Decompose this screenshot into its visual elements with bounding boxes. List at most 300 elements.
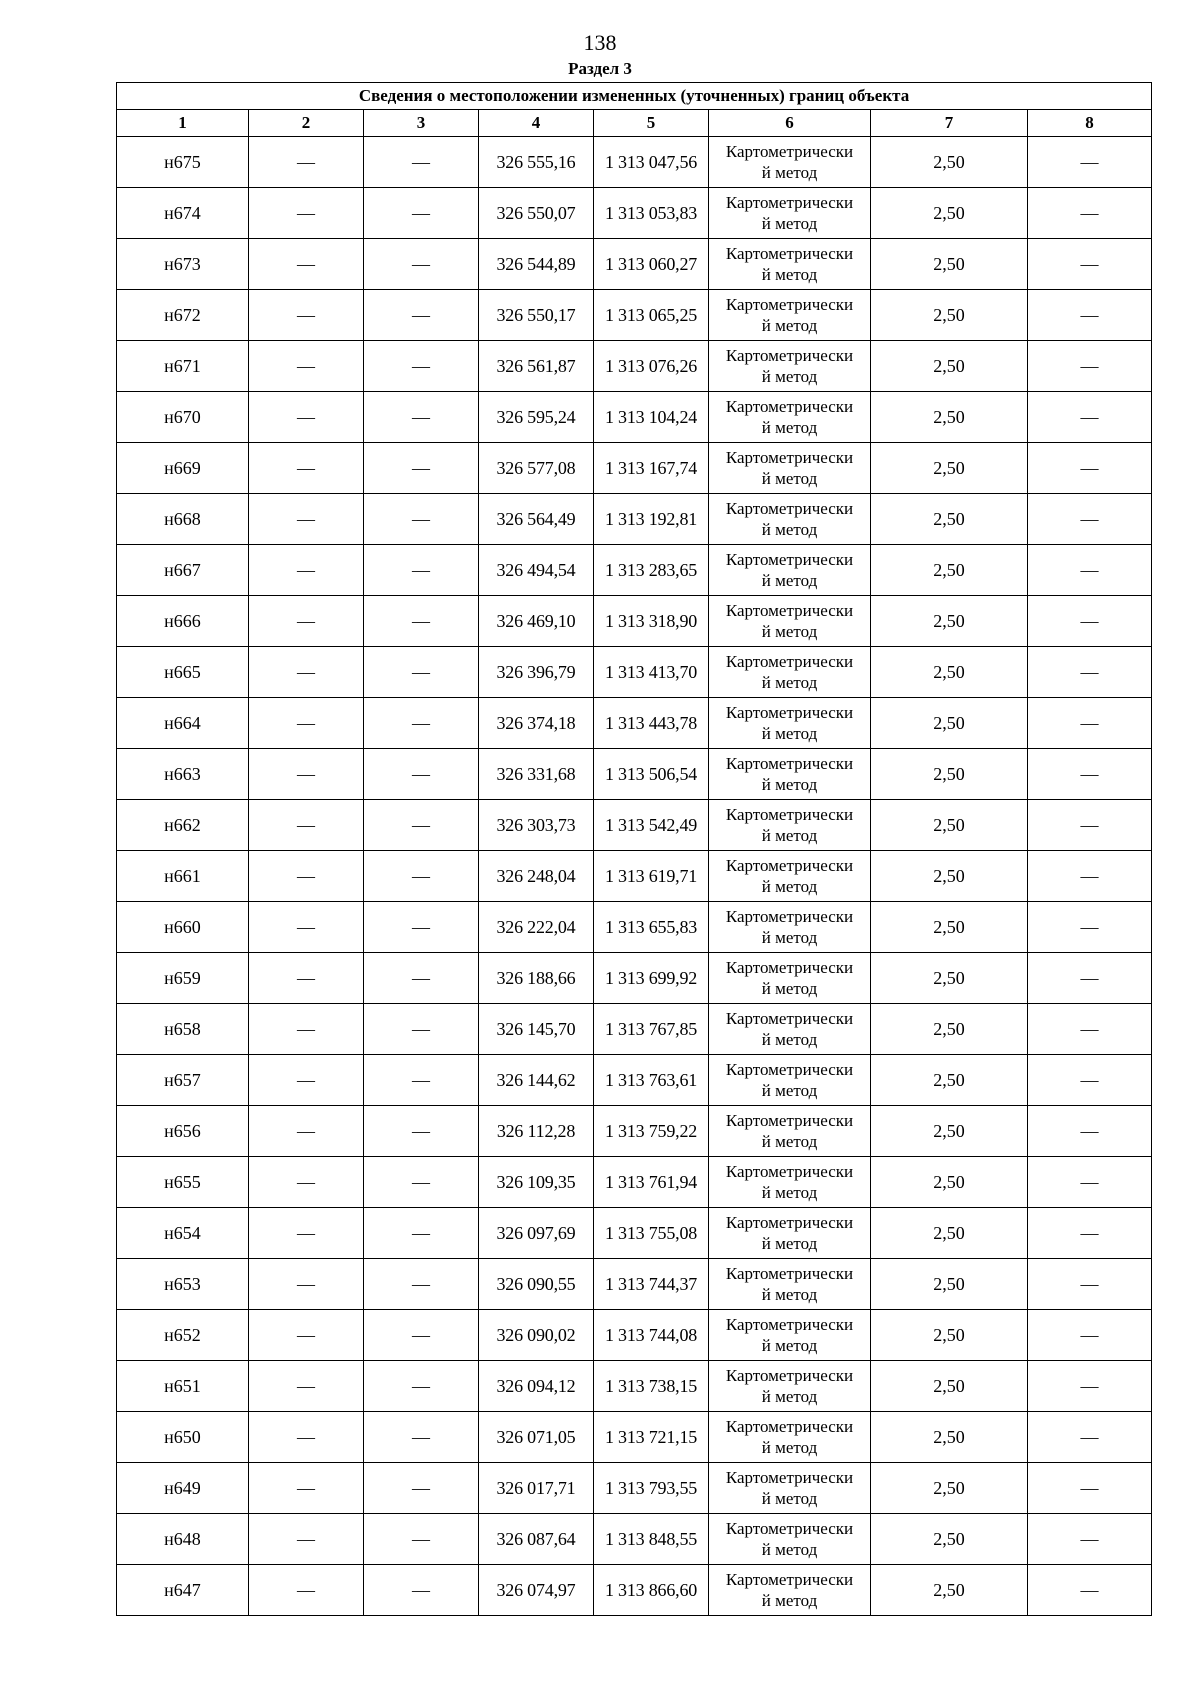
empty-value-cell: — [1028, 698, 1152, 749]
empty-value-cell: — [364, 749, 479, 800]
method-text-line: й метод [761, 928, 818, 947]
method-cell [709, 1412, 871, 1463]
point-name-cell: н651 [117, 1361, 249, 1412]
method-text-line: Картометрически [725, 1315, 854, 1334]
accuracy-cell: 2,50 [871, 596, 1028, 647]
method-cell [709, 698, 871, 749]
point-name-cell: н671 [117, 341, 249, 392]
x-coordinate-cell: 326 144,62 [479, 1055, 594, 1106]
empty-value-cell: — [249, 1463, 364, 1514]
y-coordinate-cell: 1 313 443,78 [594, 698, 709, 749]
method-text-line: Картометрически [725, 1111, 854, 1130]
empty-value-cell: — [1028, 1055, 1152, 1106]
accuracy-cell: 2,50 [871, 494, 1028, 545]
method-text-line: Картометрически [725, 1162, 854, 1181]
empty-value-cell: — [364, 1565, 479, 1616]
empty-value-cell: — [364, 392, 479, 443]
table-row [117, 392, 1152, 443]
method-text-line: й метод [761, 673, 818, 692]
x-coordinate-cell: 326 374,18 [479, 698, 594, 749]
accuracy-cell: 2,50 [871, 1412, 1028, 1463]
empty-value-cell: — [364, 800, 479, 851]
method-text-line: й метод [761, 367, 818, 386]
method-text-line: й метод [761, 1489, 818, 1508]
empty-value-cell: — [364, 443, 479, 494]
empty-value-cell: — [364, 1106, 479, 1157]
method-text-line: й метод [761, 1591, 818, 1610]
table-row [117, 1106, 1152, 1157]
method-text-line: Картометрически [725, 856, 854, 875]
empty-value-cell: — [1028, 1412, 1152, 1463]
method-text-line: Картометрически [725, 1468, 854, 1487]
y-coordinate-cell: 1 313 192,81 [594, 494, 709, 545]
method-cell [709, 188, 871, 239]
empty-value-cell: — [249, 953, 364, 1004]
empty-value-cell: — [364, 1259, 479, 1310]
empty-value-cell: — [1028, 1157, 1152, 1208]
y-coordinate-cell: 1 313 793,55 [594, 1463, 709, 1514]
empty-value-cell: — [249, 1208, 364, 1259]
method-cell [709, 800, 871, 851]
column-header: 7 [871, 110, 1028, 137]
x-coordinate-cell: 326 331,68 [479, 749, 594, 800]
empty-value-cell: — [1028, 392, 1152, 443]
point-name-cell: н657 [117, 1055, 249, 1106]
empty-value-cell: — [249, 698, 364, 749]
empty-value-cell: — [364, 596, 479, 647]
empty-value-cell: — [364, 1157, 479, 1208]
method-text-line: й метод [761, 826, 818, 845]
empty-value-cell: — [1028, 494, 1152, 545]
empty-value-cell: — [249, 749, 364, 800]
method-text-line: й метод [761, 418, 818, 437]
empty-value-cell: — [1028, 749, 1152, 800]
empty-value-cell: — [249, 392, 364, 443]
x-coordinate-cell: 326 074,97 [479, 1565, 594, 1616]
method-text-line: й метод [761, 1030, 818, 1049]
y-coordinate-cell: 1 313 542,49 [594, 800, 709, 851]
empty-value-cell: — [364, 953, 479, 1004]
empty-value-cell: — [364, 1310, 479, 1361]
x-coordinate-cell: 326 550,17 [479, 290, 594, 341]
empty-value-cell: — [1028, 1565, 1152, 1616]
y-coordinate-cell: 1 313 104,24 [594, 392, 709, 443]
point-name-cell: н665 [117, 647, 249, 698]
method-text-line: Картометрически [725, 142, 854, 161]
method-text-line: Картометрически [725, 295, 854, 314]
x-coordinate-cell: 326 396,79 [479, 647, 594, 698]
method-text-line: Картометрически [725, 346, 854, 365]
empty-value-cell: — [249, 1565, 364, 1616]
column-header: 8 [1028, 110, 1152, 137]
y-coordinate-cell: 1 313 744,37 [594, 1259, 709, 1310]
x-coordinate-cell: 326 071,05 [479, 1412, 594, 1463]
point-name-cell: н664 [117, 698, 249, 749]
empty-value-cell: — [249, 902, 364, 953]
column-header: 2 [249, 110, 364, 137]
empty-value-cell: — [1028, 647, 1152, 698]
table-row [117, 290, 1152, 341]
point-name-cell: н669 [117, 443, 249, 494]
method-text-line: й метод [761, 1234, 818, 1253]
table-row [117, 749, 1152, 800]
empty-value-cell: — [1028, 545, 1152, 596]
method-text-line: Картометрически [725, 1009, 854, 1028]
table-row [117, 596, 1152, 647]
empty-value-cell: — [249, 188, 364, 239]
method-cell [709, 902, 871, 953]
accuracy-cell: 2,50 [871, 1055, 1028, 1106]
table-row [117, 341, 1152, 392]
method-cell [709, 443, 871, 494]
x-coordinate-cell: 326 561,87 [479, 341, 594, 392]
empty-value-cell: — [249, 1106, 364, 1157]
point-name-cell: н649 [117, 1463, 249, 1514]
empty-value-cell: — [364, 239, 479, 290]
method-text-line: й метод [761, 622, 818, 641]
x-coordinate-cell: 326 097,69 [479, 1208, 594, 1259]
method-text-line: Картометрически [725, 193, 854, 212]
method-text-line: Картометрически [725, 601, 854, 620]
point-name-cell: н659 [117, 953, 249, 1004]
point-name-cell: н666 [117, 596, 249, 647]
method-text-line: й метод [761, 877, 818, 896]
y-coordinate-cell: 1 313 738,15 [594, 1361, 709, 1412]
empty-value-cell: — [1028, 1361, 1152, 1412]
table-caption: Сведения о местоположении измененных (уточненных) границ объекта [117, 83, 1152, 110]
x-coordinate-cell: 326 017,71 [479, 1463, 594, 1514]
method-text-line: й метод [761, 316, 818, 335]
method-cell [709, 851, 871, 902]
point-name-cell: н667 [117, 545, 249, 596]
table-row [117, 902, 1152, 953]
method-cell [709, 1310, 871, 1361]
empty-value-cell: — [364, 341, 479, 392]
empty-value-cell: — [364, 698, 479, 749]
empty-value-cell: — [249, 1514, 364, 1565]
empty-value-cell: — [364, 902, 479, 953]
empty-value-cell: — [364, 1514, 479, 1565]
method-cell [709, 1463, 871, 1514]
empty-value-cell: — [1028, 290, 1152, 341]
method-text-line: Картометрически [725, 805, 854, 824]
method-text-line: й метод [761, 571, 818, 590]
table-row [117, 1412, 1152, 1463]
empty-value-cell: — [249, 1412, 364, 1463]
empty-value-cell: — [249, 596, 364, 647]
empty-value-cell: — [249, 494, 364, 545]
empty-value-cell: — [364, 647, 479, 698]
table-row [117, 1565, 1152, 1616]
point-name-cell: н674 [117, 188, 249, 239]
method-text-line: й метод [761, 775, 818, 794]
x-coordinate-cell: 326 303,73 [479, 800, 594, 851]
table-row [117, 188, 1152, 239]
table-row [117, 545, 1152, 596]
empty-value-cell: — [1028, 341, 1152, 392]
table-row [117, 647, 1152, 698]
x-coordinate-cell: 326 564,49 [479, 494, 594, 545]
accuracy-cell: 2,50 [871, 137, 1028, 188]
method-text-line: й метод [761, 1336, 818, 1355]
accuracy-cell: 2,50 [871, 188, 1028, 239]
method-text-line: й метод [761, 1387, 818, 1406]
y-coordinate-cell: 1 313 053,83 [594, 188, 709, 239]
table-row [117, 800, 1152, 851]
empty-value-cell: — [1028, 188, 1152, 239]
point-name-cell: н647 [117, 1565, 249, 1616]
section-title: Раздел 3 [568, 59, 632, 78]
point-name-cell: н652 [117, 1310, 249, 1361]
point-name-cell: н661 [117, 851, 249, 902]
method-text-line: Картометрически [725, 550, 854, 569]
column-header: 1 [117, 110, 249, 137]
x-coordinate-cell: 326 090,55 [479, 1259, 594, 1310]
method-text-line: Картометрически [725, 907, 854, 926]
x-coordinate-cell: 326 109,35 [479, 1157, 594, 1208]
y-coordinate-cell: 1 313 065,25 [594, 290, 709, 341]
method-text-line: Картометрически [725, 1264, 854, 1283]
x-coordinate-cell: 326 494,54 [479, 545, 594, 596]
x-coordinate-cell: 326 544,89 [479, 239, 594, 290]
table-body [117, 137, 1152, 1616]
method-text-line: Картометрически [725, 244, 854, 263]
empty-value-cell: — [249, 1361, 364, 1412]
column-header: 4 [479, 110, 594, 137]
column-number-row [117, 110, 1152, 137]
y-coordinate-cell: 1 313 759,22 [594, 1106, 709, 1157]
empty-value-cell: — [364, 494, 479, 545]
method-cell [709, 392, 871, 443]
y-coordinate-cell: 1 313 721,15 [594, 1412, 709, 1463]
empty-value-cell: — [364, 1055, 479, 1106]
accuracy-cell: 2,50 [871, 545, 1028, 596]
method-text-line: Картометрически [725, 1519, 854, 1538]
empty-value-cell: — [249, 851, 364, 902]
empty-value-cell: — [1028, 953, 1152, 1004]
accuracy-cell: 2,50 [871, 1208, 1028, 1259]
accuracy-cell: 2,50 [871, 800, 1028, 851]
x-coordinate-cell: 326 222,04 [479, 902, 594, 953]
empty-value-cell: — [249, 1157, 364, 1208]
point-name-cell: н663 [117, 749, 249, 800]
x-coordinate-cell: 326 550,07 [479, 188, 594, 239]
y-coordinate-cell: 1 313 047,56 [594, 137, 709, 188]
y-coordinate-cell: 1 313 767,85 [594, 1004, 709, 1055]
method-text-line: Картометрически [725, 652, 854, 671]
method-text-line: й метод [761, 1081, 818, 1100]
empty-value-cell: — [249, 137, 364, 188]
table-row [117, 1514, 1152, 1565]
method-text-line: й метод [761, 163, 818, 182]
empty-value-cell: — [364, 137, 479, 188]
method-cell [709, 239, 871, 290]
table-row [117, 1361, 1152, 1412]
table-row [117, 443, 1152, 494]
accuracy-cell: 2,50 [871, 698, 1028, 749]
method-text-line: й метод [761, 1540, 818, 1559]
method-cell [709, 1565, 871, 1616]
empty-value-cell: — [364, 290, 479, 341]
point-name-cell: н675 [117, 137, 249, 188]
point-name-cell: н658 [117, 1004, 249, 1055]
column-header: 5 [594, 110, 709, 137]
method-cell [709, 290, 871, 341]
accuracy-cell: 2,50 [871, 290, 1028, 341]
column-header: 3 [364, 110, 479, 137]
method-text-line: й метод [761, 214, 818, 233]
method-cell [709, 341, 871, 392]
empty-value-cell: — [364, 1463, 479, 1514]
point-name-cell: н654 [117, 1208, 249, 1259]
method-text-line: й метод [761, 979, 818, 998]
table-row [117, 1259, 1152, 1310]
x-coordinate-cell: 326 469,10 [479, 596, 594, 647]
point-name-cell: н656 [117, 1106, 249, 1157]
method-cell [709, 647, 871, 698]
empty-value-cell: — [249, 1259, 364, 1310]
method-cell [709, 596, 871, 647]
y-coordinate-cell: 1 313 755,08 [594, 1208, 709, 1259]
table-row [117, 239, 1152, 290]
method-text-line: Картометрически [725, 1570, 854, 1589]
accuracy-cell: 2,50 [871, 1157, 1028, 1208]
empty-value-cell: — [1028, 596, 1152, 647]
empty-value-cell: — [364, 188, 479, 239]
accuracy-cell: 2,50 [871, 392, 1028, 443]
empty-value-cell: — [1028, 1106, 1152, 1157]
empty-value-cell: — [364, 1361, 479, 1412]
x-coordinate-cell: 326 595,24 [479, 392, 594, 443]
empty-value-cell: — [249, 800, 364, 851]
method-cell [709, 1361, 871, 1412]
y-coordinate-cell: 1 313 167,74 [594, 443, 709, 494]
point-name-cell: н653 [117, 1259, 249, 1310]
x-coordinate-cell: 326 248,04 [479, 851, 594, 902]
y-coordinate-cell: 1 313 318,90 [594, 596, 709, 647]
method-text-line: Картометрически [725, 1366, 854, 1385]
empty-value-cell: — [1028, 800, 1152, 851]
accuracy-cell: 2,50 [871, 1565, 1028, 1616]
empty-value-cell: — [1028, 1514, 1152, 1565]
empty-value-cell: — [249, 1310, 364, 1361]
method-text-line: Картометрически [725, 754, 854, 773]
y-coordinate-cell: 1 313 413,70 [594, 647, 709, 698]
empty-value-cell: — [249, 545, 364, 596]
accuracy-cell: 2,50 [871, 1361, 1028, 1412]
empty-value-cell: — [1028, 1310, 1152, 1361]
y-coordinate-cell: 1 313 655,83 [594, 902, 709, 953]
y-coordinate-cell: 1 313 506,54 [594, 749, 709, 800]
table-row [117, 1310, 1152, 1361]
point-name-cell: н650 [117, 1412, 249, 1463]
method-text-line: Картометрически [725, 703, 854, 722]
empty-value-cell: — [1028, 1259, 1152, 1310]
method-cell [709, 1157, 871, 1208]
table-row [117, 494, 1152, 545]
method-text-line: й метод [761, 1132, 818, 1151]
method-cell [709, 137, 871, 188]
table-row [117, 1157, 1152, 1208]
method-text-line: Картометрически [725, 958, 854, 977]
x-coordinate-cell: 326 094,12 [479, 1361, 594, 1412]
y-coordinate-cell: 1 313 848,55 [594, 1514, 709, 1565]
accuracy-cell: 2,50 [871, 749, 1028, 800]
x-coordinate-cell: 326 090,02 [479, 1310, 594, 1361]
x-coordinate-cell: 326 112,28 [479, 1106, 594, 1157]
x-coordinate-cell: 326 087,64 [479, 1514, 594, 1565]
empty-value-cell: — [249, 290, 364, 341]
y-coordinate-cell: 1 313 761,94 [594, 1157, 709, 1208]
column-header: 6 [709, 110, 871, 137]
method-cell [709, 1514, 871, 1565]
accuracy-cell: 2,50 [871, 647, 1028, 698]
accuracy-cell: 2,50 [871, 1106, 1028, 1157]
method-text-line: й метод [761, 469, 818, 488]
empty-value-cell: — [249, 1055, 364, 1106]
point-name-cell: н670 [117, 392, 249, 443]
x-coordinate-cell: 326 577,08 [479, 443, 594, 494]
accuracy-cell: 2,50 [871, 239, 1028, 290]
empty-value-cell: — [1028, 1004, 1152, 1055]
y-coordinate-cell: 1 313 699,92 [594, 953, 709, 1004]
accuracy-cell: 2,50 [871, 1259, 1028, 1310]
empty-value-cell: — [364, 851, 479, 902]
method-cell [709, 1004, 871, 1055]
boundary-table [116, 82, 1152, 1616]
x-coordinate-cell: 326 145,70 [479, 1004, 594, 1055]
point-name-cell: н673 [117, 239, 249, 290]
method-text-line: Картометрически [725, 499, 854, 518]
method-cell [709, 1259, 871, 1310]
y-coordinate-cell: 1 313 283,65 [594, 545, 709, 596]
method-cell [709, 1055, 871, 1106]
method-text-line: й метод [761, 1438, 818, 1457]
point-name-cell: н662 [117, 800, 249, 851]
accuracy-cell: 2,50 [871, 953, 1028, 1004]
method-cell [709, 494, 871, 545]
empty-value-cell: — [249, 341, 364, 392]
y-coordinate-cell: 1 313 060,27 [594, 239, 709, 290]
accuracy-cell: 2,50 [871, 341, 1028, 392]
table-row [117, 1208, 1152, 1259]
y-coordinate-cell: 1 313 866,60 [594, 1565, 709, 1616]
empty-value-cell: — [1028, 137, 1152, 188]
method-text-line: й метод [761, 1183, 818, 1202]
empty-value-cell: — [364, 1412, 479, 1463]
point-name-cell: н655 [117, 1157, 249, 1208]
method-cell [709, 1208, 871, 1259]
method-cell [709, 749, 871, 800]
table-row [117, 1463, 1152, 1514]
table-row [117, 1055, 1152, 1106]
method-cell [709, 545, 871, 596]
method-text-line: й метод [761, 265, 818, 284]
point-name-cell: н672 [117, 290, 249, 341]
accuracy-cell: 2,50 [871, 1463, 1028, 1514]
method-text-line: Картометрически [725, 1213, 854, 1232]
y-coordinate-cell: 1 313 619,71 [594, 851, 709, 902]
method-text-line: Картометрически [725, 1060, 854, 1079]
method-cell [709, 953, 871, 1004]
empty-value-cell: — [364, 545, 479, 596]
table-row [117, 851, 1152, 902]
empty-value-cell: — [1028, 1463, 1152, 1514]
point-name-cell: н648 [117, 1514, 249, 1565]
table-row [117, 137, 1152, 188]
y-coordinate-cell: 1 313 744,08 [594, 1310, 709, 1361]
empty-value-cell: — [1028, 443, 1152, 494]
